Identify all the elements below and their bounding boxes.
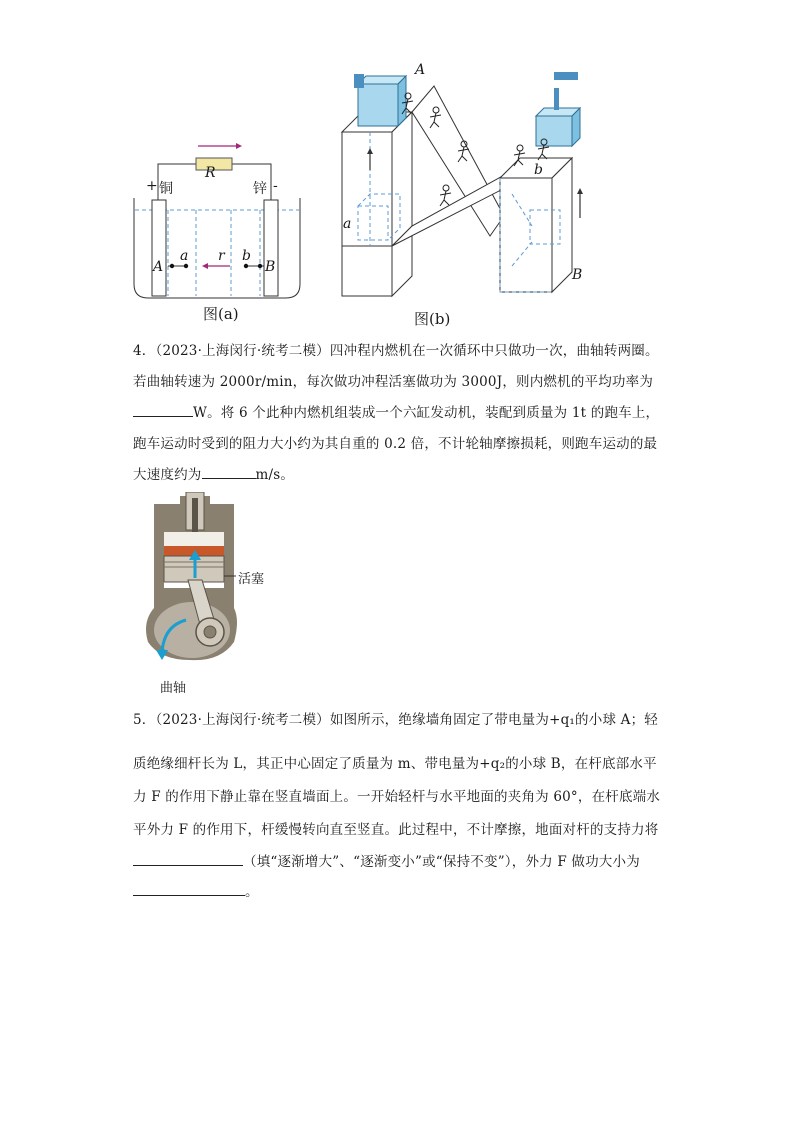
crankshaft-label: 曲轴 (160, 681, 187, 696)
minus-sign: - (273, 178, 278, 194)
q5-line-5 (133, 850, 640, 870)
resistor-label: R (205, 165, 216, 181)
figure-b-water-analogy (340, 66, 602, 302)
q4-line-4: 跑车运动时受到的阻力大小约为其自重的 0.2 倍，不计轮轴摩擦损耗，则跑车运动的最 (133, 436, 658, 452)
q4-blank-1[interactable] (133, 404, 193, 417)
copper-electrode (152, 200, 166, 296)
q4-line-5-suffix: m/s。 (255, 467, 295, 483)
internal-r-label: r (218, 248, 225, 264)
label-A: A (415, 62, 426, 78)
q4-line-5-prefix: 大速度约为 (133, 467, 202, 483)
label-a: a (343, 216, 352, 232)
q4-blank-2[interactable] (202, 466, 256, 479)
q5-line-3: 力 F 的作用下静止靠在竖直墙面上。一开始轻杆与水平地面的夹角为 60°，在杆底端水 (133, 789, 661, 805)
q4-line-1: 4．（2023·上海闵行·统考二模）四冲程内燃机在一次循环中只做功一次，曲轴转两圈。 (133, 343, 659, 359)
label-B: B (572, 267, 583, 283)
figure-b-caption: 图(b) (414, 310, 451, 328)
q5-line-6 (133, 880, 259, 900)
q5-line-5-text: （填“逐渐增大”、“逐渐变小”或“保持不变”），外力 F 做功大小为 (243, 854, 640, 870)
q5-line-2: 质绝缘细杆长为 L，其正中心固定了质量为 m、带电量为+q₂的小球 B，在杆底部水平 (133, 756, 657, 772)
q5-line-6-text: 。 (245, 884, 259, 900)
label-b: b (534, 162, 543, 178)
zinc-electrode (264, 200, 278, 296)
current-arrow-icon (236, 143, 242, 149)
figure-a-galvanic-cell (128, 136, 306, 306)
q4-line-3-text: W。将 6 个此种内燃机组装成一个六缸发动机，装配到质量为 1t 的跑车上， (193, 405, 660, 421)
piston-label: 活塞 (238, 572, 265, 587)
plate-a-label: A (153, 259, 164, 275)
q5-line-4: 平外力 F 的作用下，杆缓慢转向直至竖直。此过程中，不计摩擦，地面对杆的支持力将 (133, 822, 659, 838)
q5-blank-1[interactable] (133, 853, 243, 866)
engine-cylinder-figure (140, 492, 240, 672)
plate-b-label: B (265, 259, 276, 275)
q5-blank-2[interactable] (133, 883, 245, 896)
q4-line-3 (133, 401, 659, 421)
q5-line-1: 5．（2023·上海闵行·统考二模）如图所示，绝缘墙角固定了带电量为+q₁的小球 A；轻 (133, 712, 658, 728)
internal-current-arrow-icon (202, 263, 208, 269)
zinc-label: 锌 (253, 181, 267, 197)
figure-a-caption: 图(a) (203, 305, 239, 323)
q4-line-2: 若曲轴转速为 2000r/min，每次做功冲程活塞做功为 3000J，则内燃机的平均功率为 (133, 374, 654, 390)
q4-line-5 (133, 463, 294, 483)
plus-sign: + (146, 178, 158, 194)
point-a-label: a (180, 248, 189, 264)
copper-label: 铜 (159, 181, 173, 197)
point-b-label: b (242, 248, 251, 264)
